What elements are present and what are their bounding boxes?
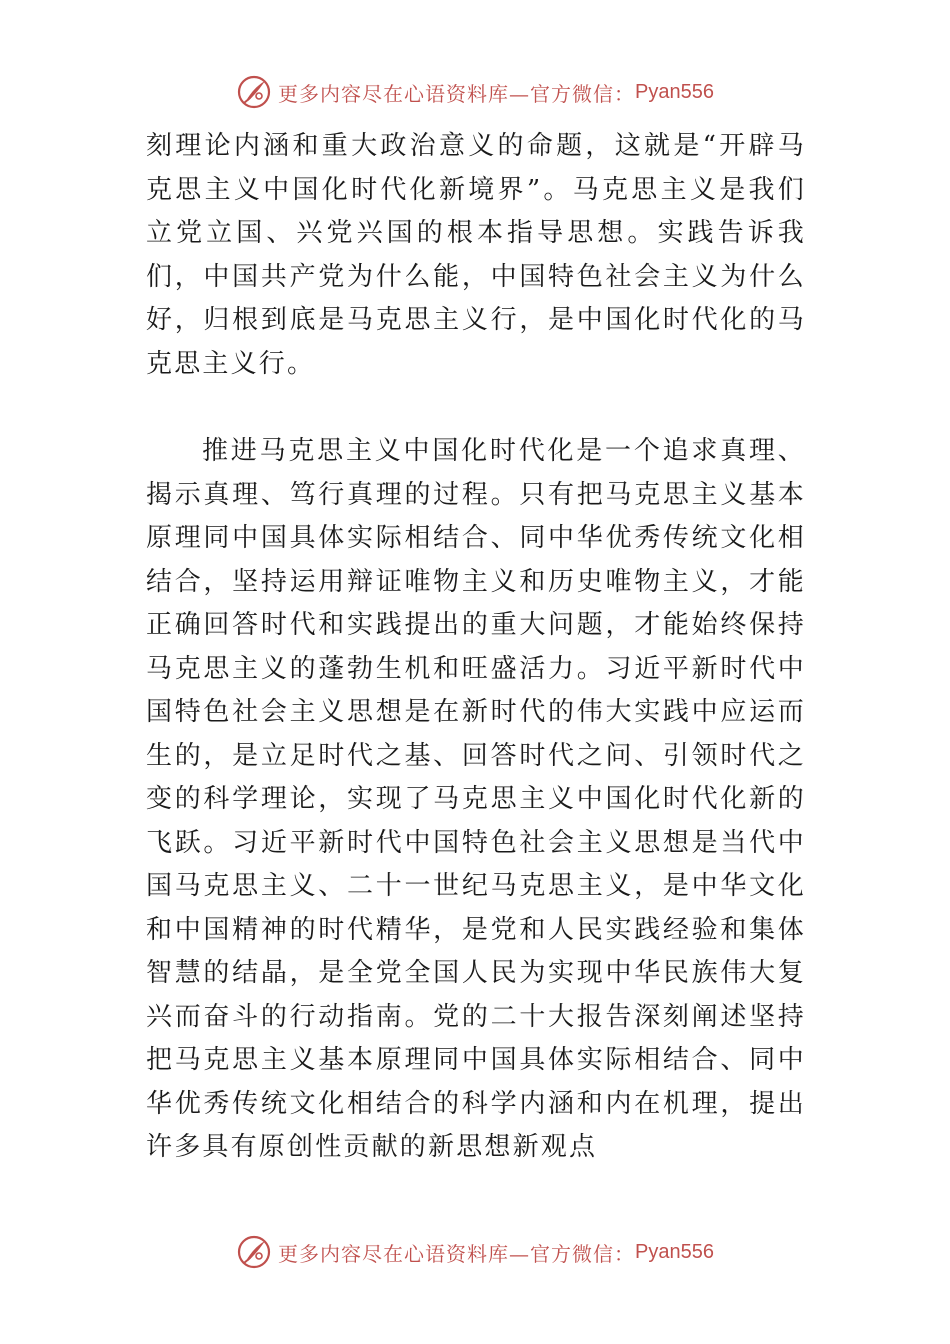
quill-seal-icon [236,74,272,110]
watermark-wechat-id: Pyan556 [635,1240,714,1263]
watermark-text: 更多内容尽在心语资料库—官方微信： [278,1241,636,1266]
paragraph-1: 刻理论内涵和重大政治意义的命题，这就是“开辟马克思主义中国化时代化新境界”。马克思主义是我们立党立国、兴党兴国的根本指导思想。实践告诉我们，中国共产党为什么能，中国特色社会主义为什么好，归根到底是马克思主义行，是中国化时代化的马克思主义行。 [146,131,806,379]
header-watermark [0,72,950,112]
document-body [146,125,806,1170]
footer-watermark [0,1232,950,1272]
watermark-text: 更多内容尽在心语资料库—官方微信： [278,81,636,106]
quill-seal-icon [236,1234,272,1270]
paragraph-2: 推进马克思主义中国化时代化是一个追求真理、揭示真理、笃行真理的过程。只有把马克思主义基本原理同中国具体实际相结合、同中华优秀传统文化相结合，坚持运用辩证唯物主义和历史唯物主义，才能正确回答时代和实践提出的重大问题，才能始终保持马克思主义的蓬勃生机和旺盛活力。习近平新时代中国特色社会主义思想是在新时代的伟大实践中应运而生的，是立足时代之基、回答时代之问、引领时代之变的科学理论，实现了马克思主义中国化时代化新的飞跃。习近平新时代中国特色社会主义思想是当代中国马克思主义、二十一世纪马克思主义，是中华文化和中国精神的时代精华，是党和人民实践经验和集体智慧的结晶，是全党全国人民为实现中华民族伟大复兴而奋斗的行动指南。党的二十大报告深刻阐述坚持把马克思主义基本原理同中国具体实际相结合、同中华优秀传统文化相结合的科学内涵和内在机理，提出许多具有原创性贡献的新思想新观点 [146,436,806,1162]
watermark-wechat-id: Pyan556 [635,80,714,103]
